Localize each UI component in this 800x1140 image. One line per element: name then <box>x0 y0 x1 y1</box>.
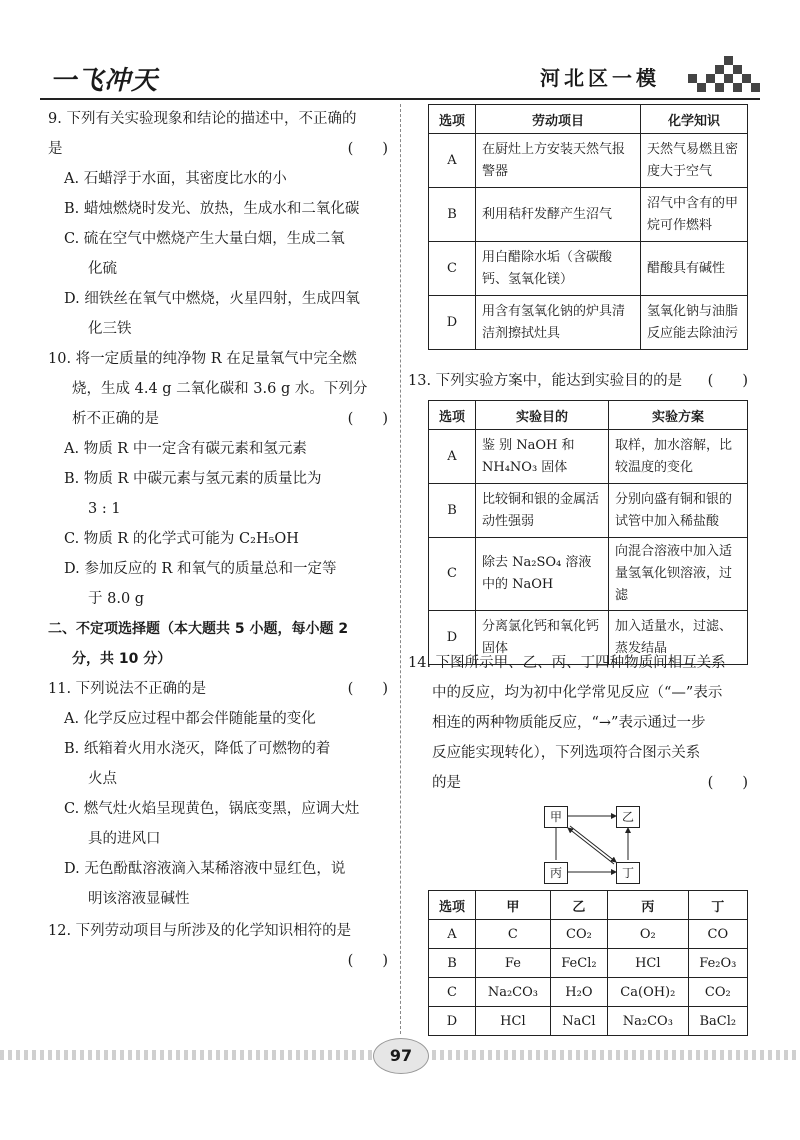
table-row <box>429 134 748 188</box>
table-header-cell: 实验目的 <box>476 401 609 430</box>
table-cell: 分别向盛有铜和银的试管中加入稀盐酸 <box>609 484 748 538</box>
q10-line3: 析不正确的是 <box>72 411 159 427</box>
table-cell: NaCl <box>550 1007 607 1036</box>
question-10 <box>48 344 392 614</box>
exam-region-title: 河北区一模 <box>540 66 660 90</box>
section-2-line2: 分，共 10 分） <box>72 651 172 667</box>
column-divider <box>400 104 401 1034</box>
table-cell: 醋酸具有碱性 <box>641 242 748 296</box>
table-header-cell: 选项 <box>429 105 476 134</box>
q10-line2: 烧，生成 4.4 g 二氧化碳和 3.6 g 水。下列分 <box>72 381 368 397</box>
q10-option-b <box>48 464 392 524</box>
q9-option-d-line2: 化三铁 <box>88 321 132 337</box>
q11-answer-paren: ( ) <box>347 681 388 697</box>
q9-stem-line2: 是 <box>48 141 63 157</box>
q9-stem-line1: 9. 下列有关实验现象和结论的描述中，不正确的 <box>48 111 357 127</box>
diagram-node-jia: 甲 <box>544 806 568 828</box>
q11-option-d-line1: D. 无色酚酞溶液滴入某稀溶液中显红色，说 <box>64 861 346 877</box>
q9-option-a: A. 石蜡浮于水面，其密度比水的小 <box>64 171 287 187</box>
table-cell: C <box>476 920 551 949</box>
table-cell: O₂ <box>608 920 689 949</box>
table-cell: 比较铜和银的金属活动性强弱 <box>476 484 609 538</box>
q12-stem: 12. 下列劳动项目与所涉及的化学知识相符的是 <box>48 923 352 939</box>
q14-line2: 中的反应，均为初中化学常见反应（“—”表示 <box>432 685 723 701</box>
page-number: 97 <box>373 1038 429 1074</box>
table-cell: 鉴 别 NaOH 和 NH₄NO₃ 固体 <box>476 430 609 484</box>
table-header-cell: 选项 <box>429 891 476 920</box>
table-row <box>429 242 748 296</box>
q11-option-c <box>48 794 392 854</box>
table-cell: H₂O <box>550 978 607 1007</box>
table-row <box>429 188 748 242</box>
table-header-cell: 化学知识 <box>641 105 748 134</box>
table-row <box>429 484 748 538</box>
table-header-cell: 劳动项目 <box>476 105 641 134</box>
checker-decoration-icon <box>688 56 760 92</box>
q10-option-d-line1: D. 参加反应的 R 和氧气的质量总和一定等 <box>64 561 337 577</box>
question-12 <box>48 916 392 976</box>
table-cell: CO₂ <box>550 920 607 949</box>
q11-option-c-line1: C. 燃气灶火焰呈现黄色，锅底变黑，应调大灶 <box>64 801 360 817</box>
q11-option-a: A. 化学反应过程中都会伴随能量的变化 <box>64 711 316 727</box>
q10-option-b-line2: 3 : 1 <box>88 501 121 517</box>
table-row <box>429 430 748 484</box>
table-cell: 氢氧化钠与油脂反应能去除油污 <box>641 296 748 350</box>
table-cell: CO₂ <box>688 978 747 1007</box>
q14-line3: 相连的两种物质能反应，“→”表示通过一步 <box>432 715 706 731</box>
left-column <box>48 104 392 976</box>
table-cell: A <box>429 134 476 188</box>
brand-logo: 一飞冲天 <box>50 66 159 96</box>
table-row <box>429 538 748 611</box>
q10-line1: 10. 将一定质量的纯净物 R 在足量氧气中完全燃 <box>48 351 357 367</box>
table-header-cell: 甲 <box>476 891 551 920</box>
table-cell: FeCl₂ <box>550 949 607 978</box>
table-cell: B <box>429 484 476 538</box>
q9-option-d <box>48 284 392 344</box>
table-cell: HCl <box>608 949 689 978</box>
table-header-cell: 乙 <box>550 891 607 920</box>
diagram-node-ding: 丁 <box>616 862 640 884</box>
q14-line4: 反应能实现转化），下列选项符合图示关系 <box>432 745 701 761</box>
table-cell: Ca(OH)₂ <box>608 978 689 1007</box>
table-cell: Fe₂O₃ <box>688 949 747 978</box>
q11-option-b-line1: B. 纸箱着火用水浇灭，降低了可燃物的着 <box>64 741 331 757</box>
q10-option-d <box>48 554 392 614</box>
table-cell: C <box>429 978 476 1007</box>
table-cell: B <box>429 949 476 978</box>
q9-option-c-line2: 化硫 <box>88 261 117 277</box>
q14-answer-paren: ( ) <box>707 775 748 791</box>
q13-answer-paren: ( ) <box>707 373 748 389</box>
question-9 <box>48 104 392 344</box>
q14-line1: 14. 下图所示甲、乙、丙、丁四种物质间相互关系 <box>408 655 726 671</box>
table-row <box>429 949 748 978</box>
page-header <box>40 52 760 102</box>
q11-stem: 11. 下列说法不正确的是 <box>48 681 207 697</box>
q12-table <box>428 104 748 350</box>
table-header-cell: 丙 <box>608 891 689 920</box>
table-cell: Fe <box>476 949 551 978</box>
q10-option-b-line1: B. 物质 R 中碳元素与氢元素的质量比为 <box>64 471 322 487</box>
table-row <box>429 1007 748 1036</box>
page-footer <box>0 1036 800 1076</box>
q14-relation-diagram <box>544 804 644 884</box>
question-13 <box>408 366 748 396</box>
table-cell: C <box>429 242 476 296</box>
table-row <box>429 920 748 949</box>
diagram-node-bing: 丙 <box>544 862 568 884</box>
q10-option-c: C. 物质 R 的化学式可能为 C₂H₅OH <box>64 531 299 547</box>
q11-option-d-line2: 明该溶液显碱性 <box>88 891 190 907</box>
table-cell: D <box>429 611 476 665</box>
table-cell: C <box>429 538 476 611</box>
q13-table <box>428 400 748 665</box>
q11-option-b-line2: 火点 <box>88 771 117 787</box>
table-cell: 沼气中含有的甲烷可作燃料 <box>641 188 748 242</box>
table-cell: 向混合溶液中加入适量氢氧化钡溶液，过滤 <box>609 538 748 611</box>
q13-stem: 13. 下列实验方案中，能达到实验目的的是 <box>408 373 683 389</box>
question-11 <box>48 674 392 914</box>
q10-option-a: A. 物质 R 中一定含有碳元素和氢元素 <box>64 441 307 457</box>
table-row <box>429 296 748 350</box>
table-cell: 加入适量水，过滤、蒸发结晶 <box>609 611 748 665</box>
section-2-heading <box>48 614 392 674</box>
q9-option-c-line1: C. 硫在空气中燃烧产生大量白烟，生成二氧 <box>64 231 345 247</box>
table-header-cell: 实验方案 <box>609 401 748 430</box>
table-cell: B <box>429 188 476 242</box>
table-header-row <box>429 401 748 430</box>
table-cell: Na₂CO₃ <box>476 978 551 1007</box>
table-cell: CO <box>688 920 747 949</box>
table-cell: 取样，加水溶解，比较温度的变化 <box>609 430 748 484</box>
table-header-row <box>429 105 748 134</box>
table-header-cell: 选项 <box>429 401 476 430</box>
table-cell: 利用秸秆发酵产生沼气 <box>476 188 641 242</box>
q9-answer-paren: ( ) <box>347 141 388 157</box>
table-cell: D <box>429 296 476 350</box>
table-cell: 天然气易燃且密度大于空气 <box>641 134 748 188</box>
table-cell: 用白醋除水垢（含碳酸钙、氢氧化镁） <box>476 242 641 296</box>
table-cell: HCl <box>476 1007 551 1036</box>
table-cell: 在厨灶上方安装天然气报警器 <box>476 134 641 188</box>
table-cell: 用含有氢氧化钠的炉具清洁剂擦拭灶具 <box>476 296 641 350</box>
header-rule <box>40 98 760 100</box>
q14-line5: 的是 <box>432 775 461 791</box>
question-14 <box>408 648 748 798</box>
q14-table <box>428 890 748 1036</box>
q11-option-b <box>48 734 392 794</box>
q9-option-d-line1: D. 细铁丝在氧气中燃烧，火星四射，生成四氧 <box>64 291 360 307</box>
section-2-line1: 二、不定项选择题（本大题共 5 小题，每小题 2 <box>48 621 349 637</box>
q12-answer-paren: ( ) <box>347 953 388 969</box>
table-cell: 除去 Na₂SO₄ 溶液中的 NaOH <box>476 538 609 611</box>
table-header-row <box>429 891 748 920</box>
table-header-cell: 丁 <box>688 891 747 920</box>
table-cell: BaCl₂ <box>688 1007 747 1036</box>
q10-answer-paren: ( ) <box>347 411 388 427</box>
q11-option-c-line2: 具的进风口 <box>88 831 161 847</box>
q9-option-b: B. 蜡烛燃烧时发光、放热，生成水和二氧化碳 <box>64 201 360 217</box>
q10-option-d-line2: 于 8.0 g <box>88 591 145 607</box>
q9-option-c <box>48 224 392 284</box>
table-cell: D <box>429 1007 476 1036</box>
table-cell: A <box>429 920 476 949</box>
table-cell: A <box>429 430 476 484</box>
q11-option-d <box>48 854 392 914</box>
table-row <box>429 978 748 1007</box>
diagram-node-yi: 乙 <box>616 806 640 828</box>
table-cell: Na₂CO₃ <box>608 1007 689 1036</box>
table-cell: 分离氯化钙和氧化钙固体 <box>476 611 609 665</box>
